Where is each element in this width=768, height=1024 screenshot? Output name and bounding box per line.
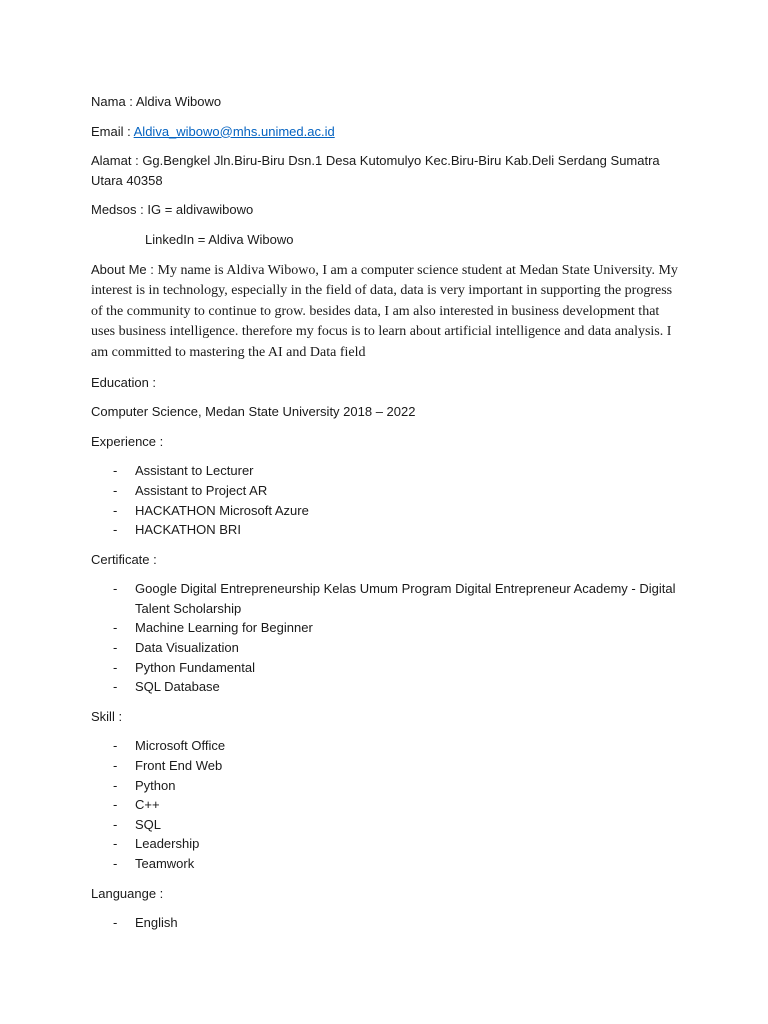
certificate-list [91, 579, 681, 697]
language-label: Languange : [91, 885, 164, 901]
list-item: - SQL [91, 815, 681, 835]
alamat-line [91, 151, 681, 190]
about-text: My name is Aldiva Wibowo, I am a computer science student at Medan State University. My interest is in technology, especially in the field of data, data is very important in supporting the progress of the community to continue to grow. besides data, I am also interested in business development that uses business intelligence. therefore my focus is to learn about artificial intelligence and data analysis. I am committed to mastering the AI and Data field [91, 262, 678, 360]
dash-marker: - [113, 659, 118, 675]
list-item: - HACKATHON Microsoft Azure [91, 501, 681, 521]
language-heading [91, 884, 681, 904]
dash-marker: - [113, 758, 118, 774]
resume-document [91, 92, 681, 943]
email-line [91, 122, 681, 142]
dash-marker: - [113, 620, 118, 636]
dash-marker: - [113, 738, 118, 754]
education-entry-text: Computer Science, Medan State University 2018 – 2022 [91, 404, 416, 420]
list-item: - HACKATHON BRI [91, 520, 681, 540]
list-item: - Python Fundamental [91, 658, 681, 678]
list-item: - Microsoft Office [91, 736, 681, 756]
certificate-heading [91, 550, 681, 570]
dash-marker: - [113, 640, 118, 656]
skill-list [91, 736, 681, 873]
dash-marker: - [113, 463, 118, 479]
list-item: - Data Visualization [91, 638, 681, 658]
list-item: - English [91, 913, 681, 933]
dash-marker: - [113, 797, 118, 813]
medsos-ig: IG = aldivawibowo [147, 202, 254, 218]
alamat-value: Gg.Bengkel Jln.Biru-Biru Dsn.1 Desa Kutomulyo Kec.Biru-Biru Kab.Deli Serdang Sumatra Utara 40358 [91, 153, 660, 188]
about-label: About Me : [91, 261, 154, 277]
dash-marker: - [113, 679, 118, 695]
list-item: - Assistant to Project AR [91, 481, 681, 501]
about-paragraph [91, 260, 681, 363]
experience-heading [91, 432, 681, 452]
list-item: - Teamwork [91, 854, 681, 874]
email-label: Email : [91, 123, 131, 139]
alamat-label: Alamat : [91, 153, 139, 169]
list-item: - C++ [91, 795, 681, 815]
dash-marker: - [113, 522, 118, 538]
dash-marker: - [113, 581, 118, 597]
list-item: - SQL Database [91, 677, 681, 697]
email-link[interactable]: Aldiva_wibowo@mhs.unimed.ac.id [133, 123, 335, 139]
dash-marker: - [113, 502, 118, 518]
education-heading [91, 373, 681, 393]
skill-heading [91, 707, 681, 727]
dash-marker: - [113, 856, 118, 871]
nama-label: Nama : [91, 94, 133, 109]
nama-value: Aldiva Wibowo [135, 94, 222, 109]
language-list [91, 913, 681, 933]
dash-marker: - [113, 816, 118, 832]
list-item: - Python [91, 776, 681, 796]
experience-list [91, 461, 681, 539]
experience-label: Experience : [91, 433, 164, 449]
certificate-label: Certificate : [91, 551, 157, 567]
medsos-linkedin: LinkedIn = Aldiva Wibowo [145, 231, 294, 247]
education-entry [91, 402, 681, 422]
list-item: - Front End Web [91, 756, 681, 776]
list-item: - Assistant to Lecturer [91, 461, 681, 481]
list-item: - Google Digital Entrepreneurship Kelas Umum Program Digital Entrepreneur Academy - Digital Talent Scholarship [113, 581, 676, 616]
list-item: - Leadership [91, 834, 681, 854]
dash-marker: - [113, 482, 118, 498]
education-label: Education : [91, 374, 157, 390]
medsos-ig-line [91, 200, 681, 220]
skill-label: Skill : [91, 708, 123, 724]
list-item: - Machine Learning for Beginner [91, 618, 681, 638]
dash-marker: - [113, 836, 118, 852]
dash-marker: - [113, 777, 118, 793]
dash-marker: - [113, 915, 118, 931]
medsos-linkedin-line [91, 230, 681, 250]
nama-line [91, 92, 681, 112]
medsos-label: Medsos : [91, 202, 144, 218]
